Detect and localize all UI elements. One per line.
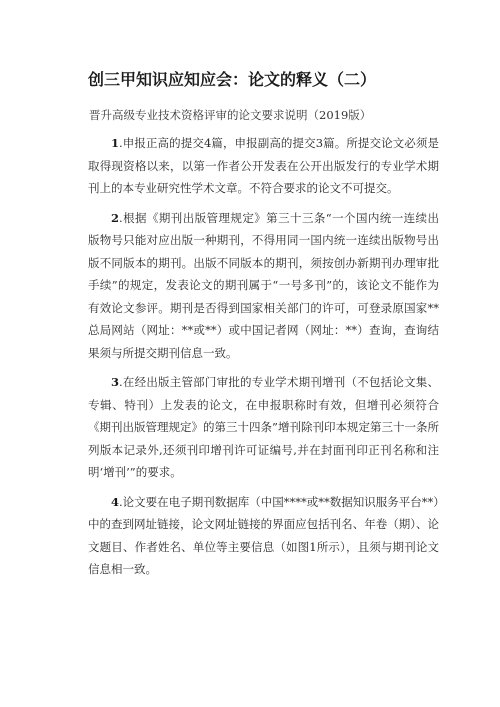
paragraph-text: .申报正高的提交4篇，申报副高的提交3篇。所提交论文必须是取得现资格以来，以第一作者公开发表在公开出版发行的专业学术期刊上的本专业研究性学术文章。不符合要求的论文不可提交。 (88, 136, 439, 195)
paragraph-text: .根据《期刊出版管理规定》第三十三条“一个国内统一连续出版物号只能对应出版一种期刊，不得用同一国内统一连续出版物号出版不同版本的期刊。出版不同版本的期刊，须按创办新期刊办理审批手续”的规定，发表论文的期刊属于“一号多刊”的，该论文不能作为有效论文参评。期刊是否得到国家相关部门的许可，可登录原国家**总局网站（网址：**或**）或中国记者网（网址：**）查询，查询结果须与所提交期刊信息一致。 (88, 210, 439, 360)
paragraph-3 (88, 371, 439, 484)
page-title: 创三甲知识应知应会：论文的释义（二） (88, 70, 377, 89)
paragraph-1 (88, 132, 439, 200)
paragraph-number: 3 (111, 375, 120, 389)
page-subtitle: 晋升高级专业技术资格评审的论文要求说明（2019版） (89, 108, 372, 122)
paragraph-number: 2 (111, 210, 120, 225)
paragraph-number: 4 (111, 494, 120, 509)
paragraph-4 (88, 491, 439, 581)
paragraph-2 (88, 207, 439, 365)
paragraph-number: 1 (111, 136, 120, 150)
document-body (88, 132, 439, 588)
paragraph-text: .论文要在电子期刊数据库（中国****或**数据知识服务平台**）中的查到网址链接，论文网址链接的界面应包括刊名、年卷（期）、论文题目、作者姓名、单位等主要信息（如图1所示），且须与期刊论文信息相一致。 (88, 494, 439, 576)
paragraph-text: .在经出版主管部门审批的专业学术期刊增刊（不包括论文集、专辑、特刊）上发表的论文，在申报职称时有效，但增刊必须符合《期刊出版管理规定》的第三十四条”增刊除刊印本规定第三十一条所列版本记录外,还须刊印增刊许可证编号,并在封面刊印正刊名称和注明‘增刊’”的要求。 (88, 375, 439, 479)
